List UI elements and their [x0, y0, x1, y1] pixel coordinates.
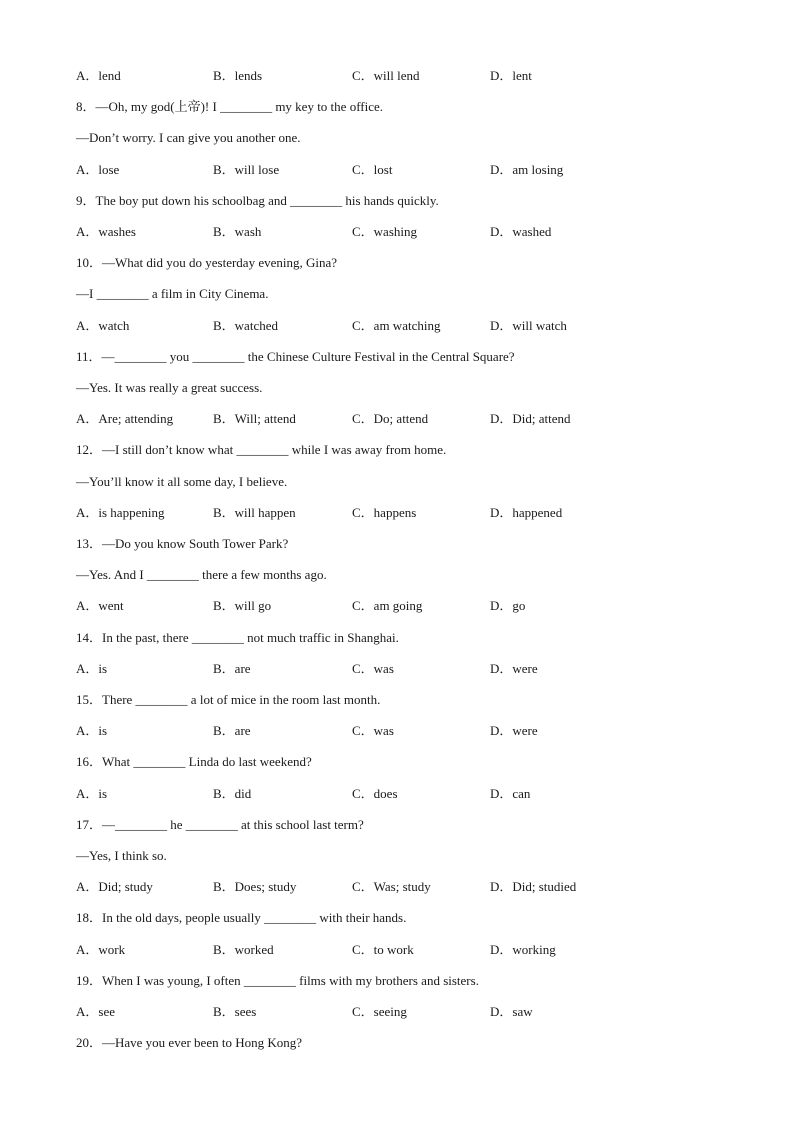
answer-option: C．am going: [352, 598, 423, 613]
question-text-line: —I ________ a film in City Cinema.: [76, 286, 269, 301]
answer-options-row: [0, 67, 794, 85]
question-text-line: 16．What ________ Linda do last weekend?: [76, 754, 312, 769]
question-text-line: 9．The boy put down his schoolbag and ________ his hands quickly.: [76, 193, 439, 208]
answer-option: B．Does; study: [213, 879, 297, 894]
answer-option: B．will lose: [213, 162, 280, 177]
question-text-line: 20．—Have you ever been to Hong Kong?: [76, 1035, 302, 1050]
question-text-line: 18．In the old days, people usually ________ with their hands.: [76, 910, 407, 925]
question-text-line: 15．There ________ a lot of mice in the room last month.: [76, 692, 381, 707]
question-text-line: —Don’t worry. I can give you another one.: [76, 130, 301, 145]
question-text-line: 19．When I was young, I often ________ films with my brothers and sisters.: [76, 973, 479, 988]
question-text-line: 11．—________ you ________ the Chinese Culture Festival in the Central Square?: [76, 349, 515, 364]
answer-option: B．Will; attend: [213, 411, 296, 426]
answer-option: C．was: [352, 723, 394, 738]
question-text-line: 13．—Do you know South Tower Park?: [76, 536, 289, 551]
answer-option: A．lose: [76, 162, 120, 177]
answer-option: C．Do; attend: [352, 411, 429, 426]
answer-option: C．does: [352, 786, 398, 801]
answer-options-row: [0, 660, 794, 678]
question-text-line: —You’ll know it all some day, I believe.: [76, 474, 288, 489]
answer-option: A．work: [76, 942, 126, 957]
answer-option: D．lent: [490, 68, 532, 83]
answer-option: C．to work: [352, 942, 414, 957]
answer-option: B．did: [213, 786, 252, 801]
answer-option: B．watched: [213, 318, 278, 333]
answer-option: D．am losing: [490, 162, 564, 177]
answer-options-row: [0, 504, 794, 522]
answer-option: D．will watch: [490, 318, 567, 333]
answer-options-row: [0, 317, 794, 335]
question-text-line: 12．—I still don’t know what ________ while I was away from home.: [76, 442, 447, 457]
answer-option: C．seeing: [352, 1004, 407, 1019]
answer-option: C．lost: [352, 162, 393, 177]
answer-option: A．is: [76, 661, 108, 676]
answer-option: D．were: [490, 723, 538, 738]
question-text-line: 17．—________ he ________ at this school last term?: [76, 817, 364, 832]
answer-option: D．can: [490, 786, 531, 801]
question-text-line: 14．In the past, there ________ not much traffic in Shanghai.: [76, 630, 399, 645]
answer-option: C．was: [352, 661, 394, 676]
answer-option: C．happens: [352, 505, 417, 520]
answer-option: C．will lend: [352, 68, 420, 83]
answer-option: B．lends: [213, 68, 263, 83]
answer-option: A．is: [76, 786, 108, 801]
answer-options-row: [0, 722, 794, 740]
answer-option: A．went: [76, 598, 124, 613]
answer-option: A．lend: [76, 68, 121, 83]
answer-option: B．will go: [213, 598, 272, 613]
answer-option: B．will happen: [213, 505, 296, 520]
answer-option: C．Was; study: [352, 879, 431, 894]
answer-option: D．washed: [490, 224, 552, 239]
answer-option: D．Did; attend: [490, 411, 571, 426]
answer-options-row: [0, 161, 794, 179]
answer-option: A．watch: [76, 318, 130, 333]
question-text-line: —Yes. It was really a great success.: [76, 380, 263, 395]
answer-option: A．Did; study: [76, 879, 153, 894]
answer-option: D．working: [490, 942, 556, 957]
answer-options-row: [0, 410, 794, 428]
question-text-line: 10．—What did you do yesterday evening, Gina?: [76, 255, 338, 270]
answer-options-row: [0, 878, 794, 896]
answer-options-row: [0, 223, 794, 241]
question-text-line: —Yes. And I ________ there a few months ago.: [76, 567, 327, 582]
answer-options-row: [0, 597, 794, 615]
answer-option: A．washes: [76, 224, 136, 239]
answer-option: D．happened: [490, 505, 563, 520]
answer-option: A．see: [76, 1004, 115, 1019]
answer-options-row: [0, 941, 794, 959]
answer-option: D．were: [490, 661, 538, 676]
answer-option: B．worked: [213, 942, 274, 957]
answer-options-row: [0, 1003, 794, 1021]
answer-option: B．are: [213, 661, 251, 676]
answer-option: B．wash: [213, 224, 262, 239]
question-text-line: —Yes, I think so.: [76, 848, 167, 863]
answer-option: D．Did; studied: [490, 879, 577, 894]
answer-option: C．am watching: [352, 318, 441, 333]
question-text-line: 8．—Oh, my god(上帝)! I ________ my key to the office.: [76, 99, 384, 114]
answer-options-row: [0, 785, 794, 803]
answer-option: B．sees: [213, 1004, 257, 1019]
answer-option: A．is: [76, 723, 108, 738]
answer-option: A．Are; attending: [76, 411, 174, 426]
answer-option: D．saw: [490, 1004, 533, 1019]
answer-option: D．go: [490, 598, 526, 613]
answer-option: B．are: [213, 723, 251, 738]
answer-option: C．washing: [352, 224, 418, 239]
answer-option: A．is happening: [76, 505, 165, 520]
